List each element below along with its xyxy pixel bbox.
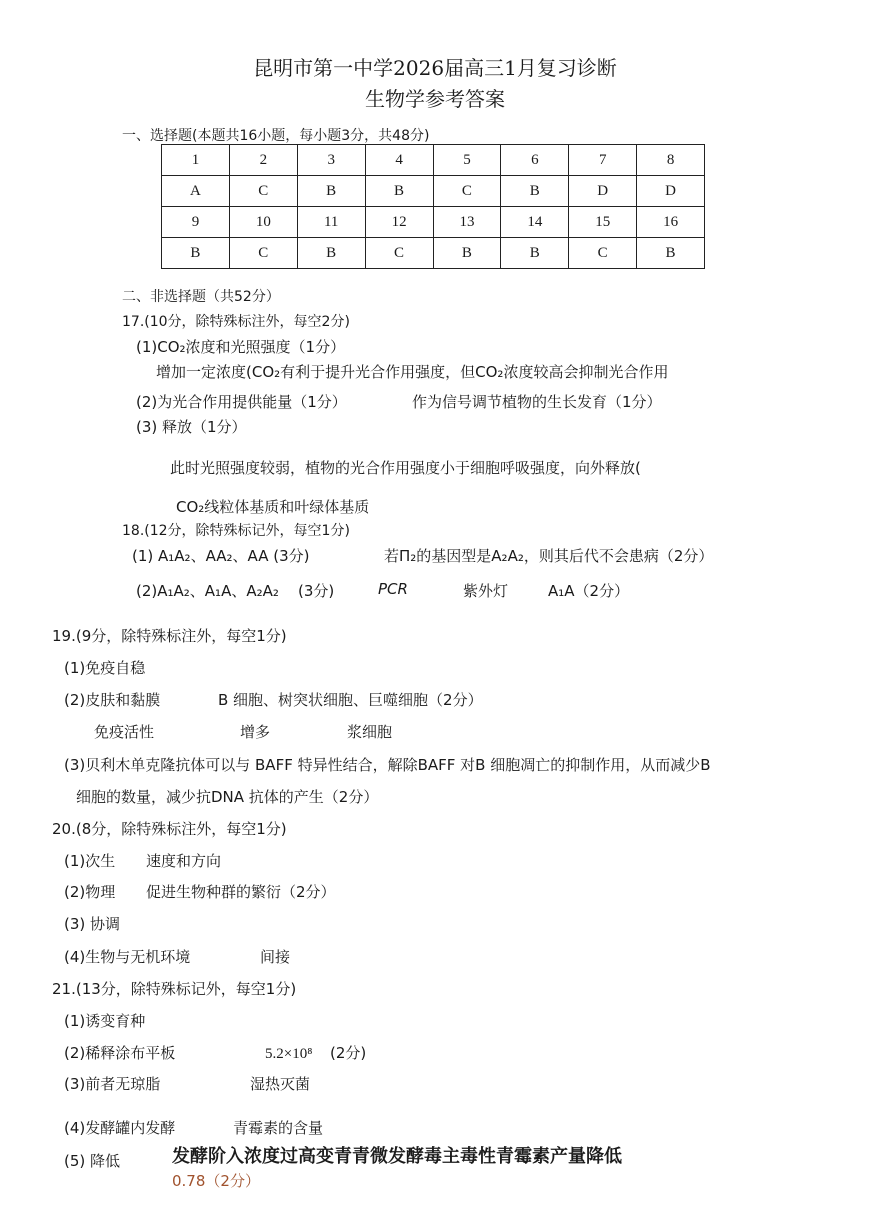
answer-table-cell: B	[297, 176, 365, 207]
q21-answer-2a: (2)稀释涂布平板	[64, 1044, 176, 1062]
q20-answer-4a: (4)生物与无机环境	[64, 948, 191, 966]
answer-table-cell: B	[433, 238, 501, 269]
q19-answer-3c: 浆细胞	[347, 723, 393, 741]
q17-answer-1: (1)CO₂浓度和光照强度（1分）	[136, 338, 346, 356]
section1-heading: 一、选择题(本题共16小题，每小题3分，共48分)	[122, 128, 430, 144]
q18-answer-1b: 若Π₂的基因型是A₂A₂，则其后代不会患病（2分）	[384, 547, 714, 565]
page-title: 昆明市第一中学2026届高三1月复习诊断	[253, 56, 617, 80]
q20-answer-1b: 速度和方向	[146, 852, 222, 870]
answer-table-cell: 13	[433, 207, 501, 238]
answer-table-cell: B	[162, 238, 230, 269]
q21-answer-6: 0.78（2分）	[172, 1172, 260, 1190]
answer-table-cell: 9	[162, 207, 230, 238]
q20-answer-2b: 促进生物种群的繁衍（2分）	[146, 883, 336, 901]
q19-answer-2a: (2)皮肤和黏膜	[64, 691, 161, 709]
answer-table-cell: D	[637, 176, 705, 207]
answer-table-cell: 15	[569, 207, 637, 238]
q18-answer-1a: (1) A₁A₂、AA₂、AA (3分)	[132, 547, 310, 565]
q19-heading: 19.(9分，除特殊标注外，每空1分)	[52, 627, 287, 645]
answer-table-cell: 5	[433, 145, 501, 176]
q19-answer-4-cont: 细胞的数量，减少抗DNA 抗体的产生（2分）	[76, 788, 379, 806]
q21-answer-5a: (5) 降低	[64, 1152, 121, 1170]
q21-answer-3b: 湿热灭菌	[250, 1075, 311, 1093]
q17-answer-4: CO₂线粒体基质和叶绿体基质	[176, 498, 370, 516]
q18-answer-2b: (3分)	[298, 582, 335, 600]
answer-table-answer-row	[162, 238, 705, 269]
answer-table-answer-row	[162, 176, 705, 207]
answer-table-cell: B	[365, 176, 433, 207]
q19-answer-3a: 免疫活性	[94, 723, 155, 741]
answer-table-cell: B	[501, 238, 569, 269]
q20-answer-1a: (1)次生	[64, 852, 116, 870]
answer-table-cell: C	[229, 238, 297, 269]
answer-table-number-row	[162, 145, 705, 176]
q19-answer-1: (1)免疫自稳	[64, 659, 146, 677]
q17-answer-1-explain: 增加一定浓度(CO₂有利于提升光合作用强度，但CO₂浓度较高会抑制光合作用	[156, 363, 669, 381]
q17-answer-2b: 作为信号调节植物的生长发育（1分）	[412, 393, 662, 411]
answer-table-cell: 8	[637, 145, 705, 176]
q19-answer-4: (3)贝利木单克隆抗体可以与 BAFF 特异性结合，解除BAFF 对B 细胞凋亡的抑制作用，从而减少B	[64, 756, 711, 774]
answer-table-cell: A	[162, 176, 230, 207]
answer-table-cell: 4	[365, 145, 433, 176]
answer-table-cell: 2	[229, 145, 297, 176]
q19-answer-2b: B 细胞、树突状细胞、巨噬细胞（2分）	[218, 691, 483, 709]
q20-answer-4b: 间接	[260, 948, 291, 966]
answer-table-cell: B	[637, 238, 705, 269]
q18-answer-uv: 紫外灯	[463, 582, 509, 600]
answer-table-number-row	[162, 207, 705, 238]
q17-answer-3-explain: 此时光照强度较弱，植物的光合作用强度小于细胞呼吸强度，向外释放(	[170, 459, 641, 477]
answer-table-cell: C	[229, 176, 297, 207]
answer-table-cell: C	[365, 238, 433, 269]
q20-heading: 20.(8分，除特殊标注外，每空1分)	[52, 820, 287, 838]
answer-table-cell: 7	[569, 145, 637, 176]
q21-answer-2b: 5.2×10⁸	[265, 1046, 313, 1062]
q18-answer-2a: (2)A₁A₂、A₁A、A₂A₂	[136, 582, 279, 600]
q17-answer-3: (3) 释放（1分）	[136, 418, 247, 436]
q18-heading: 18.(12分，除特殊标记外，每空1分)	[122, 523, 350, 539]
answer-table-cell: C	[569, 238, 637, 269]
q21-answer-1: (1)诱变育种	[64, 1012, 146, 1030]
q18-answer-genotype: A₁A（2分）	[548, 582, 630, 600]
section2-heading: 二、非选择题（共52分）	[122, 289, 280, 305]
answer-table-cell: 10	[229, 207, 297, 238]
q17-heading: 17.(10分，除特殊标注外，每空2分)	[122, 314, 350, 330]
answer-table-cell: 6	[501, 145, 569, 176]
q19-answer-3b: 增多	[240, 723, 271, 741]
answer-table-cell: 14	[501, 207, 569, 238]
q20-answer-2a: (2)物理	[64, 883, 116, 901]
q18-answer-pcr: PCR	[378, 580, 408, 598]
answer-table-cell: B	[501, 176, 569, 207]
answer-table-cell: 12	[365, 207, 433, 238]
answer-table-cell: B	[297, 238, 365, 269]
answer-table-cell: C	[433, 176, 501, 207]
answer-table-cell: 1	[162, 145, 230, 176]
answer-table-cell: 11	[297, 207, 365, 238]
answer-table-cell: D	[569, 176, 637, 207]
answer-table	[161, 144, 705, 269]
q21-answer-2c: (2分)	[330, 1044, 367, 1062]
q21-answer-3a: (3)前者无琼脂	[64, 1075, 161, 1093]
page-subtitle: 生物学参考答案	[365, 87, 505, 111]
q21-heading: 21.(13分，除特殊标记外，每空1分)	[52, 980, 297, 998]
q21-answer-5b: 发酵阶入浓度过高变青青微发酵毒主毒性青霉素产量降低	[172, 1146, 622, 1167]
q21-answer-4a: (4)发酵罐内发酵	[64, 1119, 176, 1137]
answer-table-cell: 3	[297, 145, 365, 176]
q17-answer-2a: (2)为光合作用提供能量（1分）	[136, 393, 347, 411]
q21-answer-4b: 青霉素的含量	[233, 1119, 324, 1137]
answer-table-cell: 16	[637, 207, 705, 238]
q20-answer-3: (3) 协调	[64, 915, 121, 933]
